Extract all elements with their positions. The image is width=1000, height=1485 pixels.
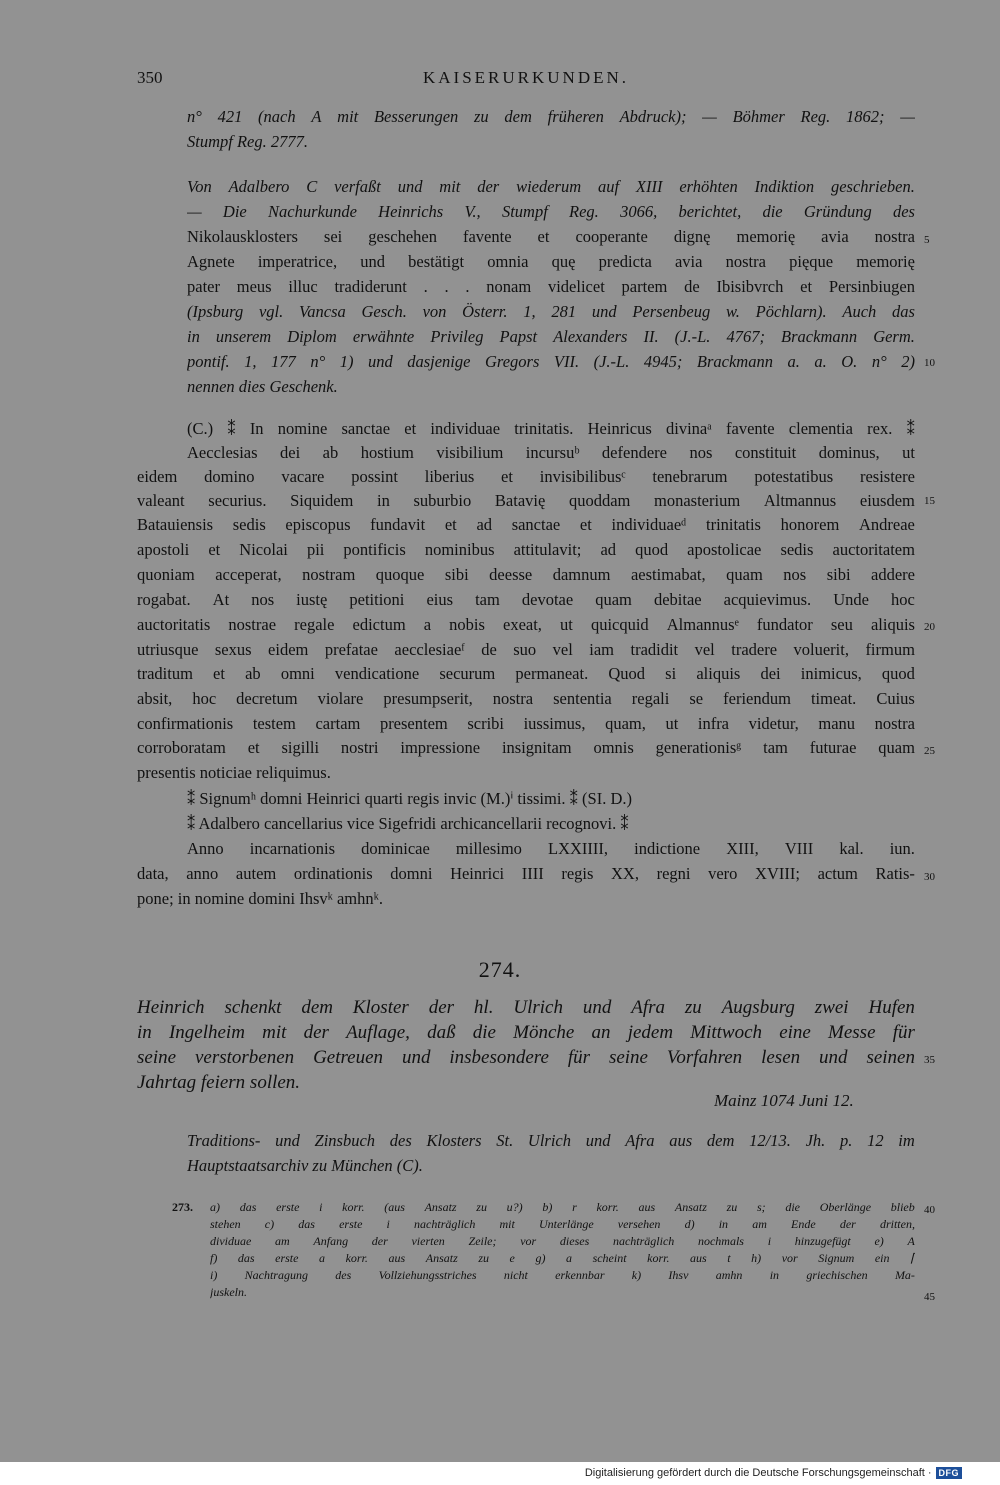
regest-line: seine verstorbenen Getreuen und insbesondere für seine Vorfahren lesen und seinen — [137, 1047, 915, 1068]
recognition-line: ⁑ Adalbero cancellarius vice Sigefridi archicancellarii recognovi. ⁑ — [187, 814, 629, 833]
charter-line: corroboratam et sigilli nostri impressione insignitam omnis generationisᵍ tam futurae quam — [137, 738, 915, 757]
commentary-line: nennen dies Geschenk. — [187, 377, 338, 396]
line-number: 10 — [924, 357, 935, 369]
page-number: 350 — [137, 68, 163, 87]
charter-line: valeant securius. Siquidem in suburbio Batavię quoddam monasterium Altmannus eiusdem — [137, 491, 915, 510]
dating-line: pone; in nomine domini Ihsvᵏ amhnᵏ. — [137, 889, 383, 908]
footnote-line: stehen c) das erste i nachträglich mit Unterlänge versehen d) in am Ende der dritten, — [210, 1217, 915, 1231]
sources-line: n° 421 (nach A mit Besserungen zu dem früheren Abdruck); — Böhmer Reg. 1862; — — [187, 107, 915, 126]
charter-line: confirmationis testem cartam presentem scribi iussimus, quam, ut infra videtur, manu nostra — [137, 714, 915, 733]
line-number: 20 — [924, 621, 935, 633]
charter-line: presentis noticiae reliquimus. — [137, 763, 331, 782]
line-number: 25 — [924, 745, 935, 757]
document-number: 274. — [478, 957, 522, 982]
digitization-footer — [585, 1464, 962, 1482]
footnote-doc-number: 273. — [172, 1200, 193, 1214]
signum-line: ⁑ Signumʰ domni Heinrici quarti regis invic (M.)ⁱ tissimi. ⁑ (SI. D.) — [187, 789, 633, 808]
charter-line: (C.) ⁑ In nomine sanctae et individuae trinitatis. Heinricus divinaᵃ favente clementia rex. ⁑ — [187, 419, 915, 438]
charter-line: traditum et ab omni vendicatione securum permaneat. Quod si aliquis dei inimicus, quod — [137, 664, 915, 683]
commentary-line: Nikolausklosters sei geschehen favente et cooperante dignę memorię avia nostra — [187, 227, 915, 246]
running-header — [137, 66, 915, 90]
line-number: 30 — [924, 871, 935, 883]
footnote-line: a) das erste i korr. (aus Ansatz zu u?) b) r korr. aus Ansatz zu s; die Oberlänge blieb — [210, 1200, 915, 1214]
dfg-logo: DFG — [936, 1467, 963, 1479]
dating-line: Anno incarnationis dominicae millesimo LXXIIII, indictione XIII, VIII kal. iun. — [187, 839, 915, 858]
charter-line: eidem domino vacare possint liberius et invisibilibusᶜ tenebrarum potestatibus resistere — [137, 467, 915, 486]
tradition-line: Hauptstaatsarchiv zu München (C). — [187, 1156, 423, 1175]
footnote-line: juskeln. — [210, 1285, 247, 1299]
charter-line: quoniam acceperat, nostram quoque sibi deesse damnum aestimabat, quam nos sibi addere — [137, 565, 915, 584]
charter-line: auctoritatis nostrae regale edictum a nobis exeat, ut quicquid Almannusᵉ fundator seu aliquis — [137, 615, 915, 634]
charter-line: absit, hoc decretum violare presumpserit, nostra sententia regali se feriendum timeat. Cuius — [137, 689, 915, 708]
charter-line: apostoli et Nicolai pii pontificis nominibus attitulavit; ad quod apostolicae sedis auctoritatem — [137, 540, 915, 559]
line-number: 5 — [924, 234, 930, 246]
running-title: KAISERURKUNDEN. — [422, 68, 630, 87]
regest-line: Heinrich schenkt dem Kloster der hl. Ulrich und Afra zu Augsburg zwei Hufen — [137, 997, 915, 1018]
regest-line: in Ingelheim mit der Auflage, daß die Mönche an jedem Mittwoch eine Messe für — [137, 1022, 915, 1043]
commentary-line: Von Adalbero C verfaßt und mit der wiederum auf XIII erhöhten Indiktion geschrieben. — [187, 177, 915, 196]
footnote-line: dividuae am Anfang der vierten Zeile; vor dieses nachträglich nochmals i hinzugefügt e) A — [210, 1234, 915, 1248]
footer-separator: · — [927, 1467, 932, 1479]
commentary-line: (Ipsburg vgl. Vancsa Gesch. von Österr. 1, 281 und Persenbeug w. Pöchlarn). Auch das — [187, 302, 915, 321]
dating-line: data, anno autem ordinationis domni Heinrici IIII regis XX, regni vero XVIII; actum Ratis- — [137, 864, 915, 883]
charter-line: Aecclesias dei ab hostium visibilium incursuᵇ defendere nos constituit dominus, ut — [187, 443, 915, 462]
line-number: 45 — [924, 1291, 935, 1303]
charter-line: Batauiensis sedis episcopus fundavit et ad sanctae et individuaeᵈ trinitatis honorem Andreae — [137, 515, 915, 534]
charter-line: utriusque sexus eidem prefatae aecclesiaeᶠ de suo vel iam tradidit vel tradere voluerit, firmum — [137, 640, 915, 659]
commentary-line: Agnete imperatrice, und bestätigt omnia quę predicta avia nostra pięque memorię — [187, 252, 915, 271]
commentary-line: in unserem Diplom erwähnte Privileg Papst Alexanders II. (J.-L. 4767; Brackmann Germ. — [187, 327, 915, 346]
line-number: 35 — [924, 1054, 935, 1066]
line-number: 15 — [924, 495, 935, 507]
line-number: 40 — [924, 1204, 935, 1216]
commentary-line: — Die Nachurkunde Heinrichs V., Stumpf Reg. 3066, berichtet, die Gründung des — [187, 202, 915, 221]
commentary-line: pontif. 1, 177 n° 1) und dasjenige Gregors VII. (J.-L. 4945; Brackmann a. a. O. n° 2) — [187, 352, 915, 371]
funding-credit: Digitalisierung gefördert durch die Deutsche Forschungsgemeinschaft — [584, 1467, 925, 1479]
commentary-line: pater meus illuc tradiderunt . . . nonam videlicet partem de Ibisibvrch et Persinbiugen — [187, 277, 915, 296]
sources-line: Stumpf Reg. 2777. — [187, 132, 308, 151]
charter-line: rogabat. At nos iustę petitioni eius tam devotae quam debitae acquievimus. Unde hoc — [137, 590, 915, 609]
place-date: Mainz 1074 Juni 12. — [714, 1091, 854, 1110]
footnote-line: f) das erste a korr. aus Ansatz zu e g) a scheint korr. aus t h) vor Signum ein ⌈ — [210, 1251, 915, 1265]
regest-line: Jahrtag feiern sollen. — [137, 1072, 301, 1093]
tradition-line: Traditions- und Zinsbuch des Klosters St. Ulrich und Afra aus dem 12/13. Jh. p. 12 im — [187, 1131, 915, 1150]
footnote-line: i) Nachtragung des Vollziehungsstriches nicht erkennbar k) Ihsv amhn in griechischen Ma- — [210, 1268, 915, 1282]
